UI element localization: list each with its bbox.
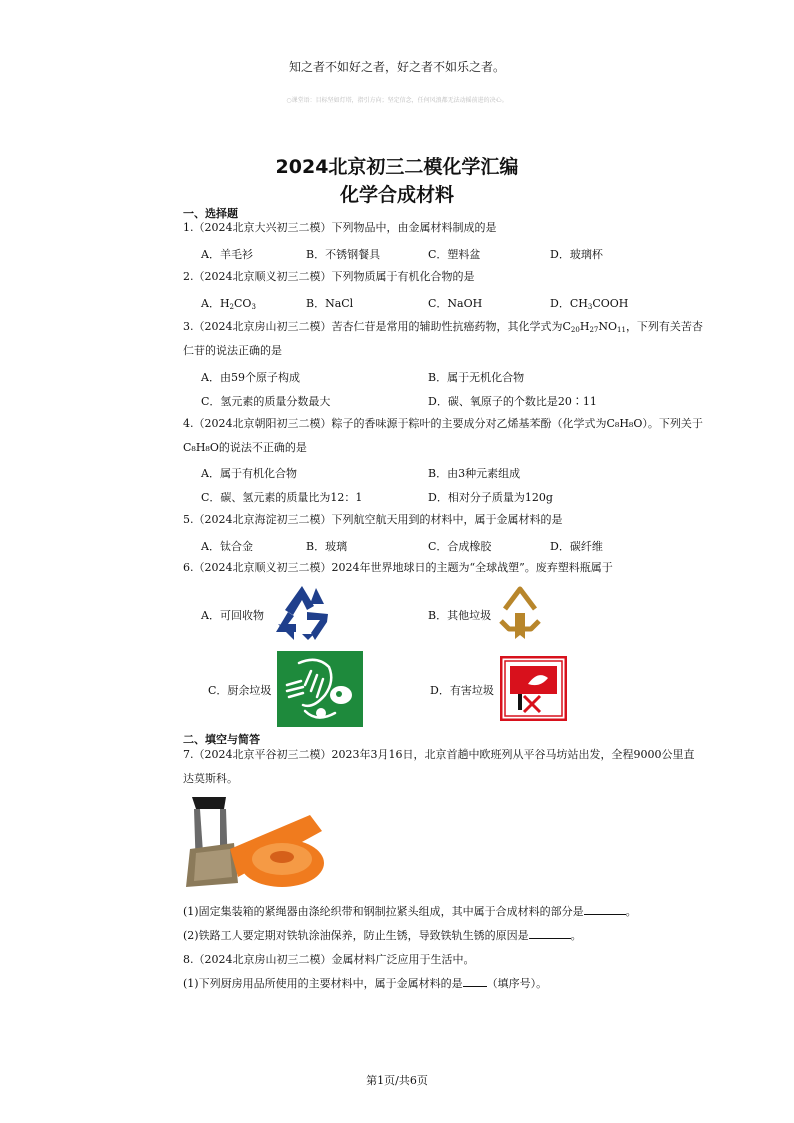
ratchet-strap-image — [182, 793, 328, 893]
q4-stem-line1: 4.（2024北京朝阳初三二模）粽子的香味源于粽叶的主要成分对乙烯基苯酚（化学式为C₈H₈O）。下列关于 — [183, 417, 703, 430]
q6-option-b: B．其他垃圾 — [428, 609, 492, 622]
q4-stem-line2: C₈H₈O的说法不正确的是 — [183, 441, 307, 454]
q4-option-b: B．由3种元素组成 — [428, 467, 521, 480]
doc-title: 2024北京初三二模化学汇编 — [275, 156, 519, 178]
q2-option-a: A．$H_2CO_3$ — [201, 297, 256, 311]
q1-stem: 1.（2024北京大兴初三二模）下列物品中，由金属材料制成的是 — [183, 221, 497, 234]
q3-option-b: B．属于无机化合物 — [428, 371, 525, 384]
q3-stem-line2: 仁苷的说法正确的是 — [183, 344, 282, 357]
q7-part2-blank[interactable] — [529, 927, 571, 939]
q8-part1-blank[interactable] — [463, 975, 487, 987]
q2-option-d: D．$CH_3COOH$ — [550, 297, 629, 311]
q2-option-b: B．NaCl — [306, 297, 354, 310]
q2-stem: 2.（2024北京顺义初三二模）下列物质属于有机化合物的是 — [183, 270, 475, 283]
doc-subtitle: 化学合成材料 — [339, 184, 454, 206]
q5-option-c: C．合成橡胶 — [428, 540, 492, 553]
page-motto: 知之者不如好之者，好之者不如乐之者。 — [288, 60, 505, 74]
q5-option-a: A．钛合金 — [201, 540, 253, 553]
q2-option-c: C．NaOH — [428, 297, 483, 310]
q7-part2: (2)铁路工人要定期对铁轨涂油保养，防止生锈，导致铁轨生锈的原因是 。 — [183, 929, 582, 942]
kitchen-waste-icon — [277, 651, 363, 727]
q3-stem-line1: 3.（2024北京房山初三二模）苦杏仁苷是常用的辅助性抗癌药物，其化学式为$C_{20}H_{27}NO_{11}$，下列有关苦杏 — [183, 320, 703, 334]
q6-option-a: A．可回收物 — [201, 609, 264, 622]
recycle-icon — [272, 584, 332, 642]
q4-option-c: C．碳、氢元素的质量比为12：1 — [201, 491, 363, 504]
q6-option-d: D．有害垃圾 — [430, 684, 494, 697]
page-tagline: ○课堂语：目标坚如灯塔，指引方向；坚定信念，任何风浪都无法动摇前进的决心。 — [286, 97, 508, 104]
q8-stem: 8.（2024北京房山初三二模）金属材料广泛应用于生活中。 — [183, 953, 475, 966]
q8-part1: (1)下列厨房用品所使用的主要材料中，属于金属材料的是 （填序号）。 — [183, 977, 548, 990]
q3-option-c: C．氢元素的质量分数最大 — [201, 395, 331, 408]
section-fill-heading: 二、填空与简答 — [183, 733, 260, 746]
q7-stem-line1: 7.（2024北京平谷初三二模）2023年3月16日，北京首趟中欧班列从平谷马坊站出发，全程9000公里直 — [183, 748, 695, 761]
q1-option-d: D．玻璃杯 — [550, 248, 603, 261]
q1-option-c: C．塑料盆 — [428, 248, 481, 261]
q1-option-b: B．不锈钢餐具 — [306, 248, 381, 261]
q5-option-d: D．碳纤维 — [550, 540, 603, 553]
page-footer: 第1页/共6页 — [366, 1074, 428, 1087]
q7-stem-line2: 达莫斯科。 — [183, 772, 238, 785]
q7-part1: (1)固定集装箱的紧绳器由涤纶织带和钢制拉紧头组成，其中属于合成材料的部分是 。 — [183, 905, 637, 918]
q7-part1-blank[interactable] — [584, 903, 626, 915]
q5-stem: 5.（2024北京海淀初三二模）下列航空航天用到的材料中，属于金属材料的是 — [183, 513, 563, 526]
other-waste-icon — [495, 585, 545, 641]
q5-option-b: B．玻璃 — [306, 540, 348, 553]
q6-option-c: C．厨余垃圾 — [208, 684, 272, 697]
hazardous-waste-icon — [500, 656, 567, 721]
q3-option-a: A．由59个原子构成 — [201, 371, 300, 384]
q6-stem: 6.（2024北京顺义初三二模）2024年世界地球日的主题为“全球战塑”。废弃塑料瓶属于 — [183, 561, 613, 574]
q3-option-d: D．碳、氧原子的个数比是20∶11 — [428, 395, 597, 408]
section-choice-heading: 一、选择题 — [183, 207, 238, 220]
q4-option-a: A．属于有机化合物 — [201, 467, 297, 480]
q4-option-d: D．相对分子质量为120g — [428, 491, 553, 504]
q1-option-a: A．羊毛衫 — [201, 248, 253, 261]
